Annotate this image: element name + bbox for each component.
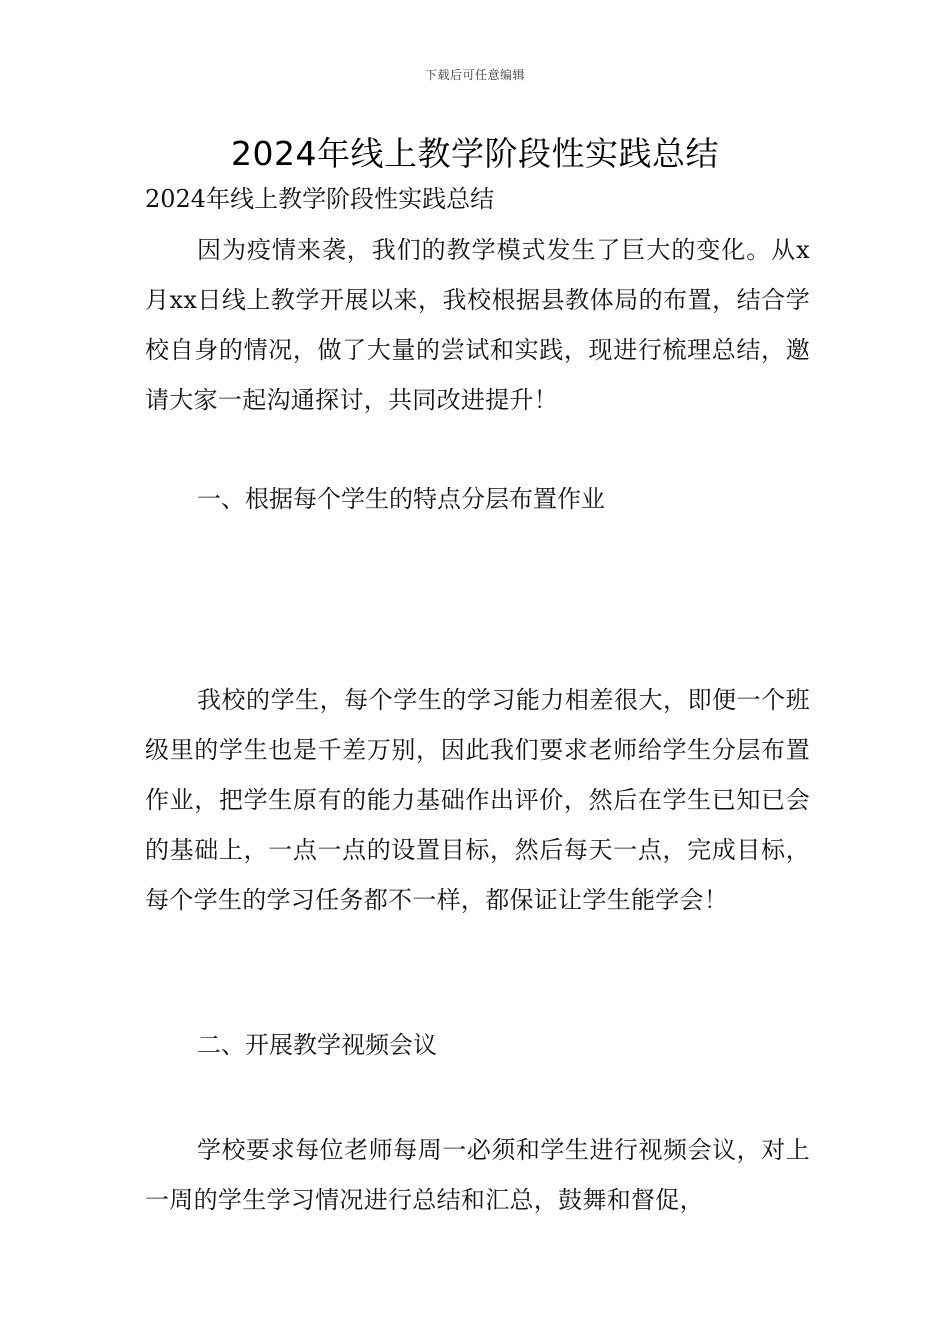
document-subtitle: 2024年线上教学阶段性实践总结 [145,185,495,213]
page-header-note: 下载后可任意编辑 [424,68,525,82]
intro-paragraph: 因为疫情来袭，我们的教学模式发生了巨大的变化。从x月xx日线上教学开展以来，我校根据县教体局的布置，结合学校自身的情况，做了大量的尝试和实践，现进行梳理总结，邀请大家一起沟通探讨，共同改进提升！ [145,236,810,414]
section-heading-2: 二、开展教学视频会议 [197,1031,437,1059]
section-paragraph-1: 我校的学生，每个学生的学习能力相差很大，即便一个班级里的学生也是千差万别，因此我们要求老师给学生分层布置作业，把学生原有的能力基础作出评价，然后在学生已知已会的基础上，一点一点的设置目标，然后每天一点，完成目标，每个学生的学习任务都不一样，都保证让学生能学会！ [145,686,810,914]
document-title: 2024年线上教学阶段性实践总结 [231,134,719,173]
section-paragraph-2: 学校要求每位老师每周一必须和学生进行视频会议，对上一周的学生学习情况进行总结和汇总，鼓舞和督促， [145,1136,810,1214]
section-heading-1: 一、根据每个学生的特点分层布置作业 [197,485,605,513]
